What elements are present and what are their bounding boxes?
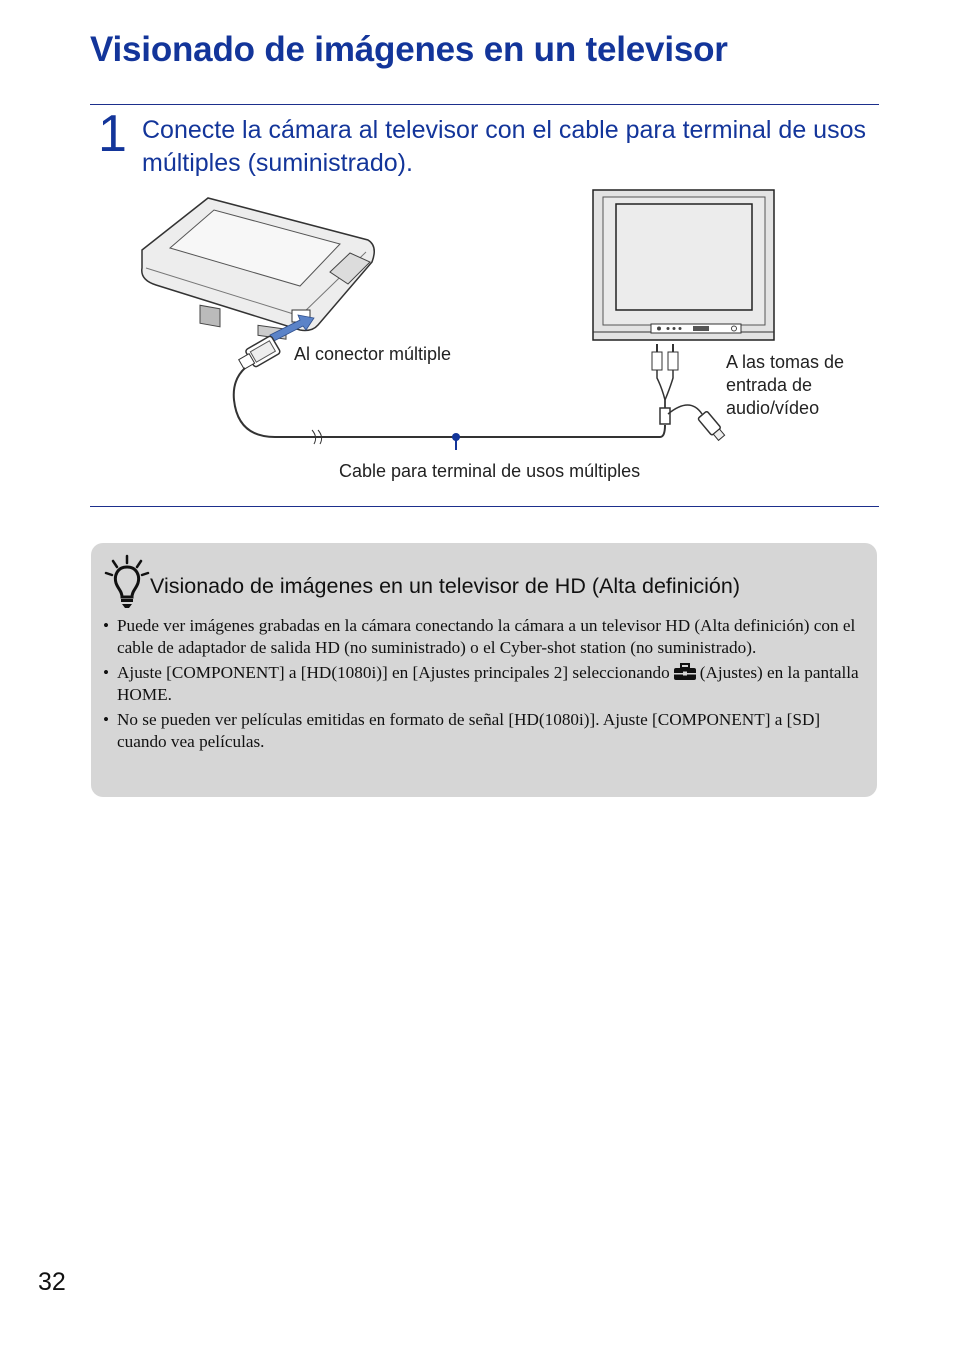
tip-title: Visionado de imágenes en un televisor de HD (Alta definición) (150, 574, 741, 598)
step-number: 1 (98, 105, 127, 163)
av-plug-left (652, 344, 662, 370)
tip-item: • No se pueden ver películas emitidas en formato de señal [HD(1080i)]. Ajuste [COMPONENT] a [SD] cuando vea películas. (103, 709, 863, 753)
label-av-inputs: A las tomas de entrada de audio/vídeo (726, 352, 845, 418)
top-divider (90, 104, 879, 105)
lightbulb-icon (104, 553, 150, 609)
multi-connector-plug (236, 335, 281, 372)
connection-diagram (130, 185, 830, 450)
tip-item: • Puede ver imágenes grabadas en la cámara conectando la cámara a un televisor HD (Alta definición) con el cable de adaptador de salida HD (no suministrado) o el Cyber-shot station (no suministrado). (103, 615, 863, 659)
tv-illustration (593, 190, 774, 340)
step-instruction: Conecte la cámara al televisor con el cable para terminal de usos múltiples (suministrado). (142, 116, 866, 177)
toolbox-icon (673, 663, 697, 681)
av-plug-right (668, 344, 678, 370)
tip-item: • Ajuste [COMPONENT] a [HD(1080i)] en [Ajustes principales 2] seleccionando (Ajustes) en la pantalla HOME. (103, 662, 863, 706)
multi-terminal-cable (234, 368, 665, 437)
label-multi-connector: Al conector múltiple (294, 344, 452, 364)
camera-illustration (142, 198, 374, 339)
page-title: Visionado de imágenes en un televisor (90, 30, 728, 69)
tip-list (103, 615, 863, 756)
page-number: 32 (38, 1268, 66, 1296)
bottom-divider (90, 506, 879, 507)
label-cable: Cable para terminal de usos múltiples (339, 461, 641, 481)
usb-plug (698, 411, 726, 442)
hd-tip-box (91, 543, 877, 797)
